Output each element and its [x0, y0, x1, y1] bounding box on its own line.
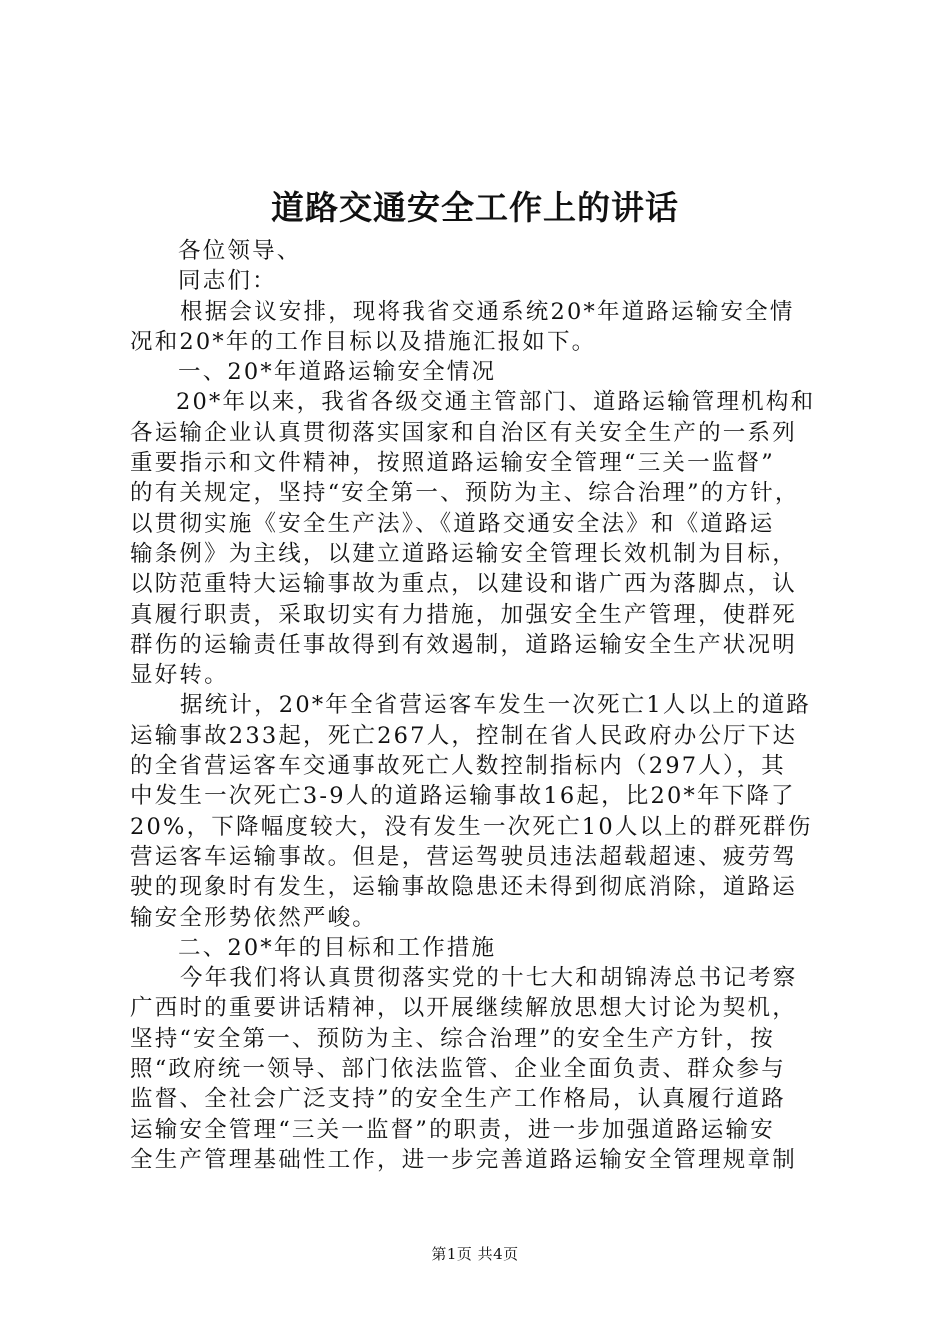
paragraph-line: 广西时的重要讲话精神，以开展继续解放思想大讨论为契机，: [130, 995, 797, 1022]
paragraph-line: 以防范重特大运输事故为重点，以建设和谐广西为落脚点，认: [130, 571, 797, 598]
paragraph-line: 驶的现象时有发生，运输事故隐患还未得到彻底消除，道路运: [130, 874, 797, 901]
paragraph-line: 据统计，20*年全省营运客车发生一次死亡1人以上的道路: [180, 692, 812, 719]
paragraph-line: 的有关规定，坚持“安全第一、预防为主、综合治理”的方针，: [130, 480, 800, 507]
paragraph-line: 群伤的运输责任事故得到有效遏制，道路运输安全生产状况明: [130, 631, 797, 658]
paragraph-line: 的全省营运客车交通事故死亡人数控制指标内（297人），其: [130, 753, 786, 780]
salutation-line-2: 同志们：: [178, 268, 277, 295]
paragraph-line: 真履行职责，采取切实有力措施，加强安全生产管理，使群死: [130, 601, 797, 628]
document-body: [130, 236, 830, 1175]
section-heading-2: 二、20*年的目标和工作措施: [178, 934, 497, 961]
paragraph-line: 运输安全管理“三关一监督”的职责，进一步加强道路运输安: [130, 1116, 775, 1143]
paragraph-line: 监督、全社会广泛支持”的安全生产工作格局，认真履行道路: [130, 1086, 786, 1113]
paragraph-line: 中发生一次死亡3-9人的道路运输事故16起，比20*年下降了: [130, 783, 796, 810]
document-title: 道路交通安全工作上的讲话: [271, 188, 679, 227]
paragraph-line: 显好转。: [130, 662, 229, 689]
paragraph-line: 重要指示和文件精神，按照道路运输安全管理“三关一监督”: [130, 450, 775, 477]
paragraph-line: 况和20*年的工作目标以及措施汇报如下。: [130, 328, 597, 355]
paragraph-line: 20%，下降幅度较大，没有发生一次死亡10人以上的群死群伤: [130, 813, 813, 840]
paragraph-line: 20*年以来，我省各级交通主管部门、道路运输管理机构和: [176, 389, 816, 416]
salutation-line-1: 各位领导、: [178, 238, 302, 264]
paragraph-line: 今年我们将认真贯彻落实党的十七大和胡锦涛总书记考察: [180, 965, 798, 992]
paragraph-line: 输条例》为主线，以建立道路运输安全管理长效机制为目标，: [130, 540, 797, 567]
section-heading-1: 一、20*年道路运输安全情况: [178, 359, 497, 386]
paragraph-line: 根据会议安排，现将我省交通系统20*年道路运输安全情: [180, 298, 795, 325]
paragraph-line: 输安全形势依然严峻。: [130, 904, 378, 931]
paragraph-line: 全生产管理基础性工作，进一步完善道路运输安全管理规章制: [130, 1146, 797, 1173]
paragraph-line: 营运客车运输事故。但是，营运驾驶员违法超载超速、疲劳驾: [130, 843, 797, 870]
paragraph-line: 运输事故233起，死亡267人，控制在省人民政府办公厅下达: [130, 722, 798, 749]
page-number-footer: 第1页 共4页: [431, 1245, 519, 1263]
paragraph-line: 照“政府统一领导、部门依法监管、企业全面负责、群众参与: [130, 1056, 786, 1083]
paragraph-line: 各运输企业认真贯彻落实国家和自治区有关安全生产的一系列: [130, 419, 797, 446]
paragraph-line: 坚持“安全第一、预防为主、综合治理”的安全生产方针，按: [130, 1025, 775, 1052]
paragraph-line: 以贯彻实施《安全生产法》、《道路交通安全法》和《道路运: [130, 510, 775, 537]
